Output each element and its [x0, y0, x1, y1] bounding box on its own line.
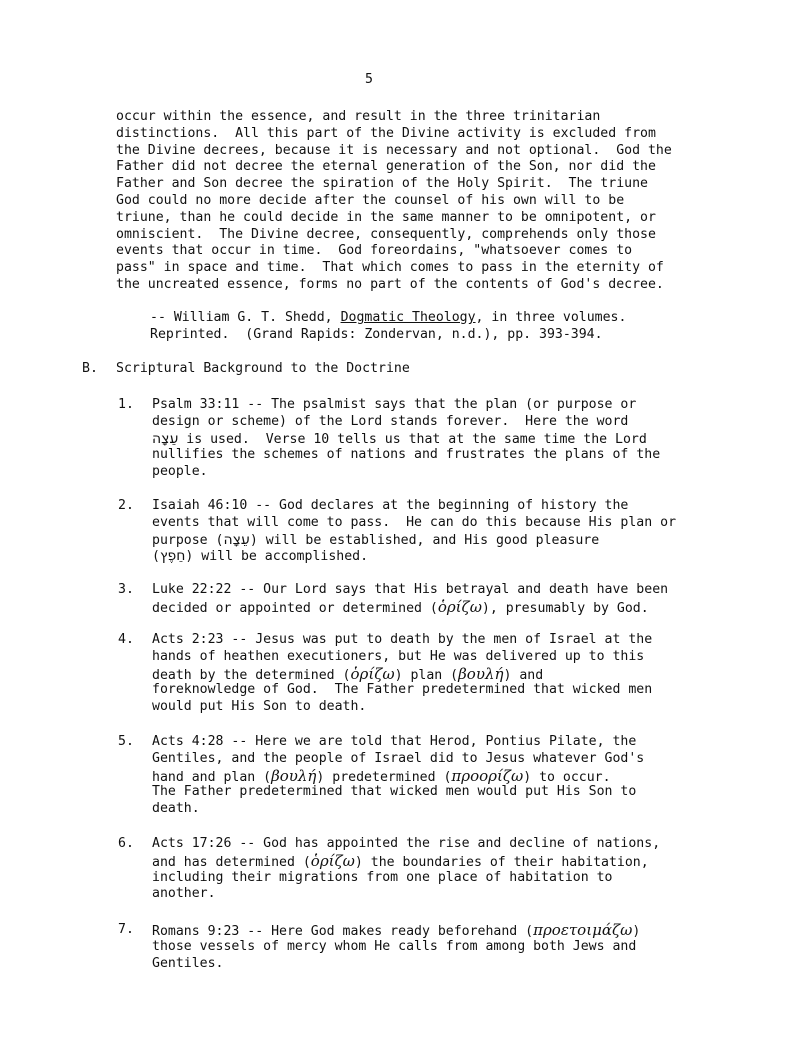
item-text: [152, 836, 722, 903]
item-line: events that will come to pass. He can do this because His plan or: [152, 514, 677, 530]
citation-line-1: [150, 310, 710, 327]
item-line: another.: [152, 886, 216, 902]
item-line: including their migrations from one place of habitation to: [152, 869, 613, 885]
citation-line-2: Reprinted. (Grand Rapids: Zondervan, n.d.), pp. 393-394.: [150, 326, 603, 342]
item-line: Gentiles.: [152, 955, 224, 971]
citation-prefix: -- William G. T. Shedd,: [150, 310, 341, 325]
item-line: [152, 922, 722, 939]
item-line: [152, 431, 722, 448]
greek-word: ὁρίζω: [437, 597, 482, 616]
item-line: nullifies the schemes of nations and frustrates the plans of the: [152, 447, 661, 463]
greek-word: ὁρίζω: [310, 851, 355, 870]
hebrew-word: עֵצָה: [223, 531, 250, 548]
item-line: [152, 548, 722, 565]
item-line-text: ), presumably by God.: [481, 600, 649, 616]
greek-word: βουλή: [458, 664, 504, 683]
greek-word: βουλή: [271, 766, 317, 785]
item-number: 3.: [118, 582, 134, 597]
greek-word: ὁρίζω: [350, 664, 395, 683]
item-line-text: ) and: [503, 667, 544, 683]
item-line: death.: [152, 801, 200, 817]
item-line: foreknowledge of God. The Father predetermined that wicked men: [152, 682, 653, 698]
paragraph-line: omniscient. The Divine decree, consequently, comprehends only those: [116, 226, 656, 242]
paragraph-line: God could no more decide after the counsel of his own will to be: [116, 192, 625, 208]
item-line: Acts 17:26 -- God has appointed the rise and decline of nations,: [152, 836, 661, 851]
item-line-text: ) plan (: [394, 667, 459, 683]
greek-word: προορίζω: [451, 766, 524, 785]
hebrew-word: חֵפֶץ: [159, 548, 186, 565]
item-number: 5.: [118, 734, 134, 749]
item-number: 6.: [118, 836, 134, 851]
item-line: would put His Son to death.: [152, 699, 367, 715]
item-line: Acts 2:23 -- Jesus was put to death by the men of Israel at the: [152, 632, 653, 647]
item-line: The Father predetermined that wicked men would put His Son to: [152, 784, 637, 800]
section-heading: [82, 361, 682, 378]
greek-word: προετοιμάζω: [533, 921, 633, 939]
item-line-text: hand and plan (: [152, 769, 272, 785]
item-line-text: ) predetermined (: [316, 769, 452, 785]
item-line-text: ) the boundaries of their habitation,: [354, 854, 649, 870]
item-line-text: (: [152, 549, 160, 565]
intro-paragraph: [116, 109, 716, 294]
item-text: [152, 582, 722, 616]
item-line-text: purpose (: [152, 532, 224, 548]
item-number: 2.: [118, 498, 134, 513]
item-line-text: death by the determined (: [152, 667, 351, 683]
item-line-text: decided or appointed or determined (: [152, 600, 438, 616]
item-line-text: ) will be accomplished.: [185, 549, 369, 565]
item-line: Gentiles, and the people of Israel did to Jesus whatever God's: [152, 750, 645, 766]
item-line: Luke 22:22 -- Our Lord says that His betrayal and death have been: [152, 582, 669, 597]
item-line: people.: [152, 464, 208, 480]
item-line: those vessels of mercy whom He calls from among both Jews and: [152, 938, 637, 954]
item-line: [152, 532, 722, 549]
paragraph-line: triune, than he could decide in the same manner to be omnipotent, or: [116, 209, 656, 225]
item-line-text: ): [632, 924, 641, 939]
citation-title: Dogmatic Theology: [340, 310, 476, 325]
paragraph-line: occur within the essence, and result in the three trinitarian: [116, 109, 601, 124]
section-title: Scriptural Background to the Doctrine: [116, 361, 410, 376]
section-letter: B.: [82, 361, 98, 376]
citation-suffix: , in three volumes.: [475, 310, 627, 325]
paragraph-line: distinctions. All this part of the Divine activity is excluded from: [116, 125, 656, 141]
paragraph-line: the Divine decrees, because it is necessary and not optional. God the: [116, 142, 672, 158]
item-line: Psalm 33:11 -- The psalmist says that the plan (or purpose or: [152, 397, 637, 412]
item-line-text: Romans 9:23 -- Here God makes ready beforehand (: [152, 924, 534, 939]
item-line: design or scheme) of the Lord stands forever. Here the word: [152, 413, 629, 429]
item-text: [152, 632, 722, 716]
item-line: hands of heathen executioners, but He was delivered up to this: [152, 648, 645, 664]
item-line-text: ) will be established, and His good pleasure: [249, 532, 600, 548]
item-line-text: and has determined (: [152, 854, 311, 870]
item-text: [152, 498, 722, 565]
item-text: [152, 922, 722, 972]
paragraph-line: events that occur in time. God foreordains, "whatsoever comes to: [116, 243, 633, 259]
paragraph-line: Father and Son decree the spiration of the Holy Spirit. The triune: [116, 176, 648, 192]
item-line: [152, 768, 722, 785]
item-text: [152, 734, 722, 818]
item-line-text: is used. Verse 10 tells us that at the same time the Lord: [178, 431, 647, 447]
item-line: [152, 853, 722, 870]
item-number: 1.: [118, 397, 134, 412]
citation: [150, 310, 710, 344]
paragraph-line: the uncreated essence, forms no part of the contents of God's decree.: [116, 276, 664, 292]
item-line-text: ) to occur.: [523, 769, 611, 785]
item-line: Isaiah 46:10 -- God declares at the beginning of history the: [152, 498, 629, 513]
item-number: 7.: [118, 922, 134, 937]
page-number: 5: [365, 72, 373, 87]
item-line: [152, 666, 722, 683]
paragraph-line: Father did not decree the eternal generation of the Son, nor did the: [116, 159, 656, 175]
hebrew-word: עֵצָה: [152, 430, 179, 447]
paragraph-line: pass" in space and time. That which comes to pass in the eternity of: [116, 260, 664, 276]
item-number: 4.: [118, 632, 134, 647]
item-text: [152, 397, 722, 481]
item-line: [152, 599, 722, 616]
item-line: Acts 4:28 -- Here we are told that Herod, Pontius Pilate, the: [152, 734, 637, 749]
